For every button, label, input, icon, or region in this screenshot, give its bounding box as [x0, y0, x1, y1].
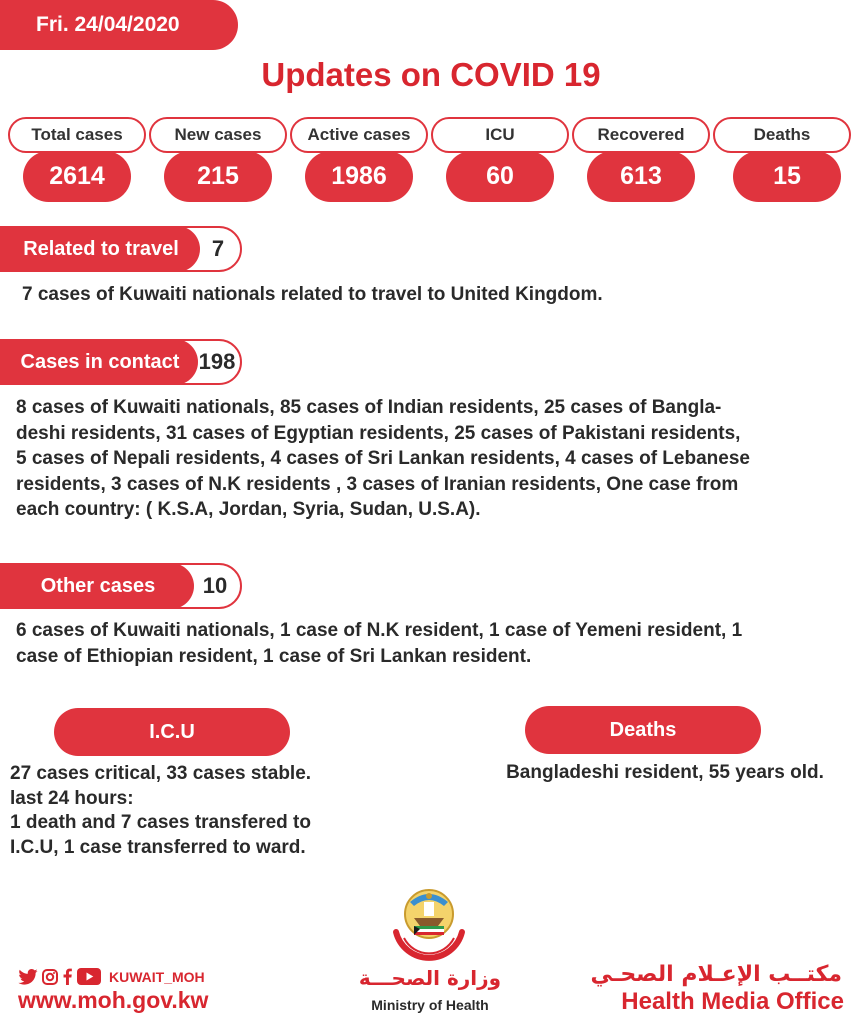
text-line: 5 cases of Nepali residents, 4 cases of Sri Lankan residents, 4 cases of Lebanese	[16, 448, 750, 470]
facebook-icon[interactable]	[62, 968, 73, 985]
contact-section-header	[0, 339, 242, 385]
kuwait-emblem-icon	[384, 880, 474, 970]
travel-section-count: 7	[211, 236, 225, 261]
contact-section-count: 198	[198, 349, 236, 374]
stat-value-icu: 60	[446, 151, 554, 202]
contact-section-text	[16, 395, 850, 523]
social-handle: KUWAIT_MOH	[109, 968, 205, 985]
stat-value-active-cases: 1986	[305, 151, 413, 202]
date-badge: Fri. 24/04/2020	[0, 0, 238, 50]
icu-box-text	[10, 762, 390, 860]
icu-box-header: I.C.U	[54, 708, 290, 756]
page-title: Updates on COVID 19	[261, 56, 601, 93]
text-line: each country: ( K.S.A, Jordan, Syria, Sudan, U.S.A).	[16, 499, 481, 521]
stat-label-icu: ICU	[431, 117, 569, 153]
stat-label-new-cases: New cases	[149, 117, 287, 153]
youtube-icon[interactable]	[77, 968, 101, 985]
text-line: residents, 3 cases of N.K residents , 3 cases of Iranian residents, One case from	[16, 473, 739, 495]
stat-label-active-cases: Active cases	[290, 117, 428, 153]
office-name-english: Health Media Office	[621, 988, 844, 1015]
stat-value-new-cases: 215	[164, 151, 272, 202]
deaths-box-text: Bangladeshi resident, 55 years old.	[506, 762, 824, 783]
text-line: 27 cases critical, 33 cases stable.	[10, 763, 312, 784]
instagram-icon[interactable]	[42, 969, 58, 985]
social-links	[18, 968, 205, 985]
stat-value-total-cases: 2614	[23, 151, 131, 202]
contact-section-label: Cases in contact	[0, 339, 198, 385]
twitter-icon[interactable]	[18, 969, 38, 985]
travel-section-label: Related to travel	[0, 226, 200, 272]
ministry-name-arabic: وزارة الصحـــة	[358, 966, 502, 990]
travel-section-text: 7 cases of Kuwaiti nationals related to travel to United Kingdom.	[22, 284, 603, 305]
text-line: 8 cases of Kuwaiti nationals, 85 cases of Indian residents, 25 cases of Bangla-	[16, 397, 722, 418]
other-section-header	[0, 563, 242, 609]
travel-section-header	[0, 226, 242, 272]
website-link[interactable]: www.moh.gov.kw	[18, 987, 209, 1013]
text-line: last 24 hours:	[10, 787, 134, 809]
stat-label-recovered: Recovered	[572, 117, 710, 153]
stat-label-deaths: Deaths	[713, 117, 851, 153]
text-line: I.C.U, 1 case transferred to ward.	[10, 836, 306, 858]
stat-value-deaths: 15	[733, 151, 841, 202]
text-line: deshi residents, 31 cases of Egyptian residents, 25 cases of Pakistani residents,	[16, 422, 741, 444]
text-line: 1 death and 7 cases transfered to	[10, 812, 311, 833]
text-line: case of Ethiopian resident, 1 case of Sri Lankan resident.	[16, 645, 532, 667]
text-line: 6 cases of Kuwaiti nationals, 1 case of N.K resident, 1 case of Yemeni resident, 1	[16, 620, 743, 641]
other-section-text	[16, 618, 850, 669]
other-section-label: Other cases	[0, 563, 194, 609]
stat-value-recovered: 613	[587, 151, 695, 202]
other-section-count: 10	[202, 573, 228, 598]
deaths-box-header: Deaths	[525, 706, 761, 754]
stat-label-total-cases: Total cases	[8, 117, 146, 153]
ministry-name-english: Ministry of Health	[371, 997, 489, 1013]
office-name-arabic: مكتــب الإعـلام الصحـي	[590, 962, 842, 987]
